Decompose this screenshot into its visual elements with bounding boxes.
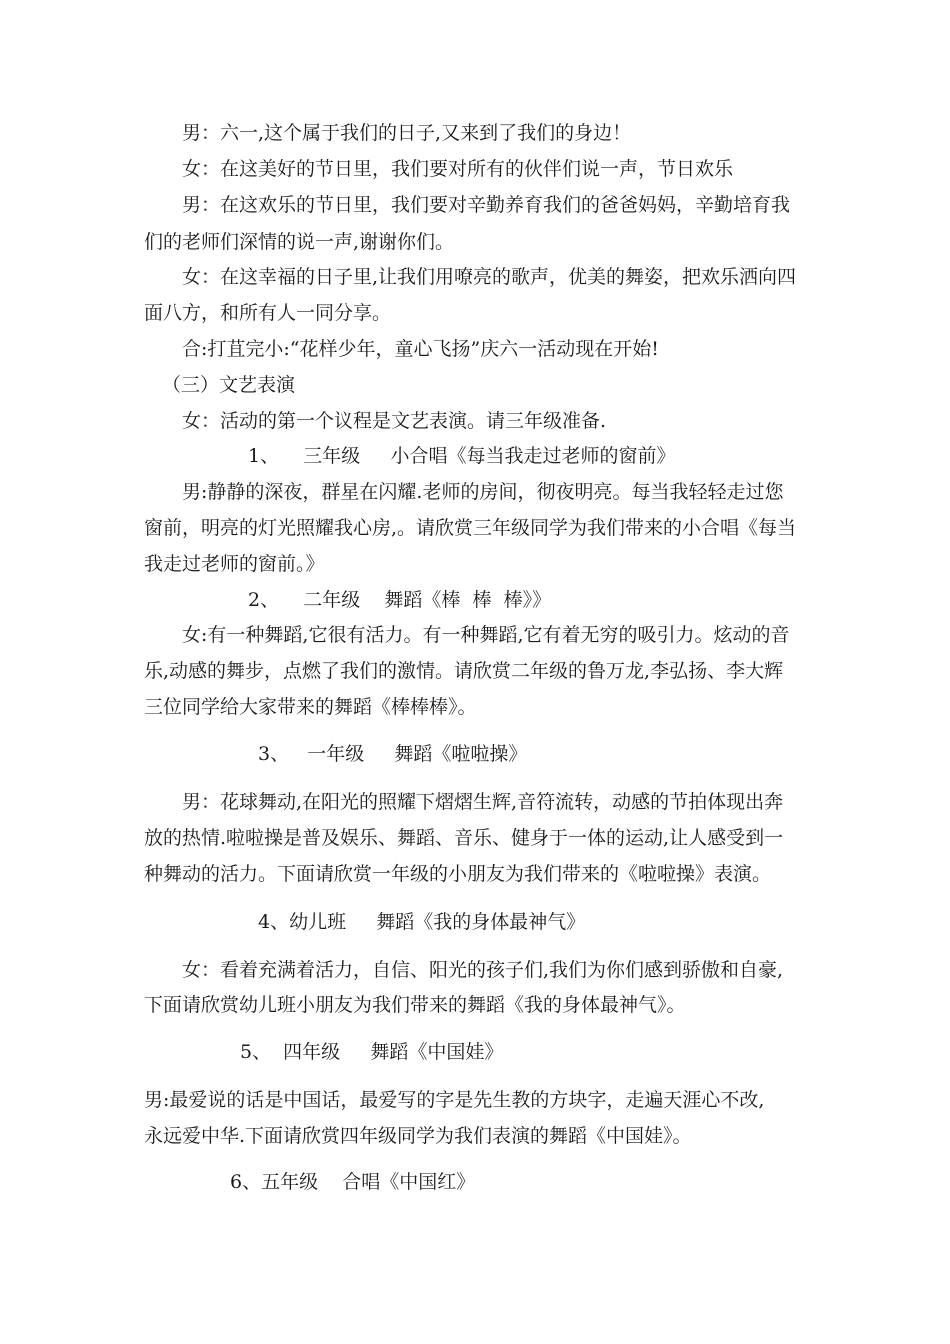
- section-heading: （三）文艺表演: [162, 374, 296, 396]
- program-item-heading: 6、五年级 合唱《中国红》: [230, 1171, 476, 1193]
- paragraph-line: 女：活动的第一个议程是文艺表演。请三年级准备.: [182, 410, 607, 432]
- paragraph-line: 乐,动感的舞步，点燃了我们的激情。请欣赏二年级的鲁万龙,李弘扬、李大辉: [144, 660, 784, 682]
- program-item-heading: 5、 四年级 舞蹈《中国娃》: [240, 1041, 504, 1063]
- paragraph-line: 男：在这欢乐的节日里，我们要对辛勤养育我们的爸爸妈妈，辛勤培育我: [182, 194, 791, 216]
- paragraph-line: 永远爱中华.下面请欣赏四年级同学为我们表演的舞蹈《中国娃》。: [144, 1125, 692, 1147]
- paragraph-line: 男：六一,这个属于我们的日子,又来到了我们的身边！: [182, 122, 632, 144]
- paragraph-line: 女：在这美好的节日里，我们要对所有的伙伴们说一声，节日欢乐: [182, 158, 734, 180]
- paragraph-line: 女：在这幸福的日子里,让我们用嘹亮的歌声，优美的舞姿，把欢乐洒向四: [182, 266, 797, 288]
- paragraph-line: 放的热情.啦啦操是普及娱乐、舞蹈、音乐、健身于一体的运动,让人感受到一: [144, 827, 784, 849]
- paragraph-line: 女:有一种舞蹈,它很有活力。有一种舞蹈,它有着无穷的吸引力。炫动的音: [182, 624, 790, 646]
- paragraph-line: 窗前，明亮的灯光照耀我心房,。请欣赏三年级同学为我们带来的小合唱《每当: [144, 517, 797, 539]
- program-item-heading: 3、 一年级 舞蹈《啦啦操》: [258, 743, 528, 765]
- paragraph-line: 种舞动的活力。下面请欣赏一年级的小朋友为我们带来的《啦啦操》表演。: [144, 863, 772, 885]
- paragraph-line: 女：看着充满着活力，自信、阳光的孩子们,我们为你们感到骄傲和自豪,: [182, 959, 784, 981]
- program-item-heading: 2、 二年级 舞蹈《棒 棒 棒》》: [248, 589, 552, 611]
- program-item-heading: 4、幼儿班 舞蹈《我的身体最神气》: [258, 911, 586, 933]
- paragraph-line: 男:静静的深夜，群星在闪耀.老师的房间，彻夜明亮。每当我轻轻走过您: [182, 481, 784, 503]
- paragraph-line: 男:最爱说的话是中国话，最爱写的字是先生教的方块字，走遍天涯心不改,: [144, 1089, 765, 1111]
- paragraph-line: 们的老师们深情的说一声,谢谢你们。: [144, 231, 455, 253]
- paragraph-line: 我走过老师的窗前。》: [144, 553, 325, 575]
- program-item-heading: 1、 三年级 小合唱《每当我走过老师的窗前》: [248, 445, 676, 467]
- paragraph-line: 男：花球舞动,在阳光的照耀下熠熠生辉,音符流转，动感的节拍体现出奔: [182, 791, 784, 813]
- paragraph-line: 下面请欣赏幼儿班小朋友为我们带来的舞蹈《我的身体最神气》。: [144, 994, 686, 1016]
- paragraph-line: 合:打苴完小:“花样少年，童心飞扬”庆六一活动现在开始!: [182, 338, 659, 360]
- paragraph-line: 三位同学给大家带来的舞蹈《棒棒棒》。: [144, 696, 477, 718]
- paragraph-line: 面八方，和所有人一同分享。: [144, 302, 392, 324]
